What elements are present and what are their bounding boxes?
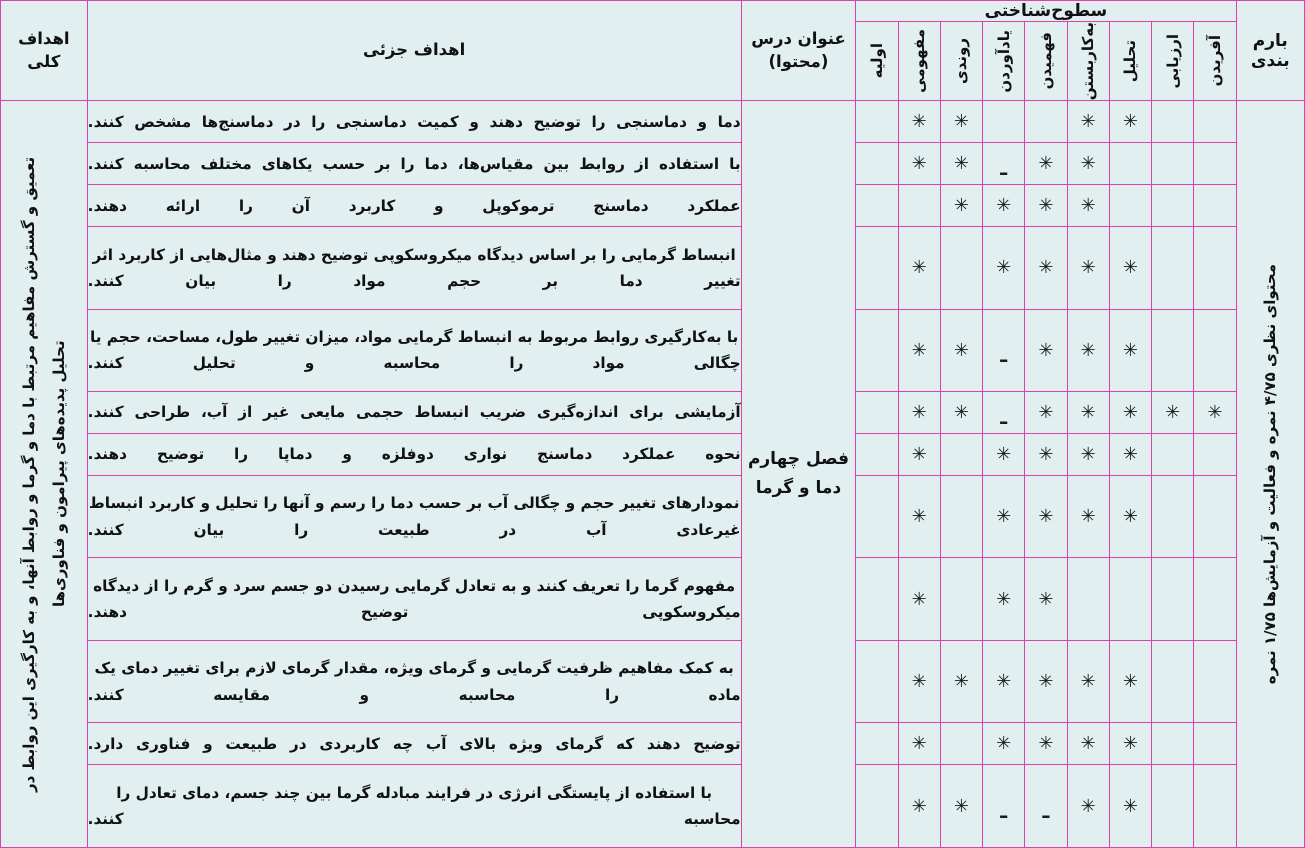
mark-cell-ravandi[interactable] xyxy=(940,227,982,309)
star-marker: ✳ xyxy=(1038,506,1054,528)
header-row-group xyxy=(1,1,1305,22)
header-lesson-title-label: عنوان درس (محتوا) xyxy=(751,29,846,71)
header-cognitive-levels-group xyxy=(856,1,1236,22)
barm-bandi-value: محتوای نظری ۴/۷۵ نمره و فعالیت و آزمایش‌ها ۱/۷۵ نمره xyxy=(1261,263,1280,685)
table-row xyxy=(1,101,1305,143)
mark-cell-fahmidan[interactable] xyxy=(1025,476,1067,558)
star-marker: ✳ xyxy=(911,671,927,693)
star-marker: ✳ xyxy=(953,153,970,175)
table-row xyxy=(1,309,1305,391)
header-level-label: به‌کاربستن xyxy=(1079,22,1098,101)
header-level-rotate-wrap xyxy=(1152,22,1193,100)
mark-cell-avalieh[interactable] xyxy=(856,309,898,391)
mark-cell-avalieh[interactable] xyxy=(856,227,898,309)
mark-cell-tahlil[interactable] xyxy=(1109,640,1151,722)
partial-goal-text: با استفاده از روابط بین مقیاس‌ها، دما را بر حسب یکاهای مختلف محاسبه کنند. xyxy=(87,154,741,173)
mark-cell-tahlil[interactable] xyxy=(1109,143,1151,185)
header-lesson-title xyxy=(741,1,856,101)
star-marker: ✳ xyxy=(1080,795,1096,817)
star-marker: ✳ xyxy=(996,588,1012,610)
mark-cell-mafhoumi[interactable] xyxy=(898,765,940,848)
mark-cell-tahlil[interactable] xyxy=(1109,101,1151,143)
header-level-label: آفریدن xyxy=(1205,35,1224,87)
mark-cell-fahmidan[interactable] xyxy=(1025,723,1067,765)
header-level-rotate-wrap xyxy=(1194,22,1235,100)
header-level-mafhoumi xyxy=(898,22,940,101)
star-marker: ✳ xyxy=(996,444,1012,466)
star-marker: ✳ xyxy=(1038,339,1054,361)
header-general-goals-label: اهداف کلی xyxy=(18,29,70,71)
partial-goal-text: مفهوم گرما را تعریف کنند و به تعادل گرمایی رسیدن دو جسم سرد و گرم را از دیدگاه میکروسکوپی توضیح دهند. xyxy=(87,576,741,622)
dash-marker: ـ xyxy=(1042,798,1050,823)
star-marker: ✳ xyxy=(1122,795,1139,817)
mark-cell-arzyabi[interactable] xyxy=(1152,476,1194,558)
star-marker: ✳ xyxy=(996,506,1012,528)
mark-cell-bekargiri[interactable] xyxy=(1067,101,1109,143)
star-marker: ✳ xyxy=(1038,733,1054,755)
mark-cell-bekargiri[interactable] xyxy=(1067,558,1109,640)
barm-rotate-wrap xyxy=(1237,101,1304,847)
table-row xyxy=(1,558,1305,640)
lesson-title-value: فصل چهارم دما و گرما xyxy=(747,449,850,499)
mark-cell-tahlil[interactable] xyxy=(1109,558,1151,640)
star-marker: ✳ xyxy=(996,257,1012,279)
star-marker: ✳ xyxy=(1038,671,1054,693)
mark-cell-mafhoumi[interactable] xyxy=(898,309,940,391)
mark-cell-mafhoumi[interactable] xyxy=(898,185,940,227)
table-row xyxy=(1,143,1305,185)
star-marker: ✳ xyxy=(953,339,970,361)
mark-cell-arzyabi[interactable] xyxy=(1152,723,1194,765)
mark-cell-afaridan[interactable] xyxy=(1194,101,1236,143)
star-marker: ✳ xyxy=(1038,153,1054,175)
star-marker: ✳ xyxy=(996,671,1012,693)
partial-goal-cell xyxy=(87,558,741,640)
mark-cell-fahmidan[interactable] xyxy=(1025,101,1067,143)
barm-bandi-value-cell xyxy=(1236,101,1304,848)
star-marker: ✳ xyxy=(953,195,970,217)
header-level-label: اولیه xyxy=(867,43,886,79)
lesson-title-cell xyxy=(741,101,856,848)
star-marker: ✳ xyxy=(996,733,1012,755)
partial-goal-cell xyxy=(87,434,741,476)
star-marker: ✳ xyxy=(1122,257,1139,279)
header-level-label: فهمیدن xyxy=(1036,32,1055,90)
table-row xyxy=(1,392,1305,434)
mark-cell-afaridan[interactable] xyxy=(1194,143,1236,185)
mark-cell-bekargiri[interactable] xyxy=(1067,392,1109,434)
general-goal-line-2: پدیده‌های پیرامون و فناوری‌ها xyxy=(49,388,68,608)
mark-cell-avalieh[interactable] xyxy=(856,765,898,848)
header-level-label: یادآوردن xyxy=(994,29,1013,93)
mark-cell-arzyabi[interactable] xyxy=(1152,309,1194,391)
header-level-label: مفهومی xyxy=(910,29,929,94)
star-marker: ✳ xyxy=(1165,402,1181,424)
table-row xyxy=(1,476,1305,558)
mark-cell-yadavardan[interactable] xyxy=(983,143,1025,185)
general-goal-rotate-wrap xyxy=(1,101,87,847)
star-marker: ✳ xyxy=(911,588,927,610)
mark-cell-bekargiri[interactable] xyxy=(1067,765,1109,848)
mark-cell-yadavardan[interactable] xyxy=(983,558,1025,640)
star-marker: ✳ xyxy=(1038,444,1054,466)
mark-cell-bekargiri[interactable] xyxy=(1067,227,1109,309)
header-barm-bandi xyxy=(1236,1,1304,101)
header-general-goals xyxy=(1,1,88,101)
table-row xyxy=(1,723,1305,765)
mark-cell-tahlil[interactable] xyxy=(1109,765,1151,848)
star-marker: ✳ xyxy=(1122,444,1139,466)
partial-goal-cell xyxy=(87,227,741,309)
header-level-rotate-wrap xyxy=(1025,22,1066,100)
star-marker: ✳ xyxy=(1122,402,1139,424)
mark-cell-mafhoumi[interactable] xyxy=(898,143,940,185)
partial-goal-cell xyxy=(87,101,741,143)
mark-cell-fahmidan[interactable] xyxy=(1025,765,1067,848)
mark-cell-yadavardan[interactable] xyxy=(983,392,1025,434)
header-level-afaridan xyxy=(1194,22,1236,101)
mark-cell-mafhoumi[interactable] xyxy=(898,476,940,558)
mark-cell-avalieh[interactable] xyxy=(856,392,898,434)
mark-cell-avalieh[interactable] xyxy=(856,640,898,722)
partial-goal-text: دما و دماسنجی را توضیح دهند و کمیت دماسنجی را در دماسنج‌ها مشخص کنند. xyxy=(87,112,741,131)
mark-cell-avalieh[interactable] xyxy=(856,101,898,143)
mark-cell-arzyabi[interactable] xyxy=(1152,227,1194,309)
star-marker: ✳ xyxy=(1080,671,1096,693)
header-partial-goals-label: اهداف جزئی xyxy=(363,40,466,60)
mark-cell-fahmidan[interactable] xyxy=(1025,309,1067,391)
star-marker: ✳ xyxy=(1080,733,1096,755)
star-marker: ✳ xyxy=(1080,506,1096,528)
star-marker: ✳ xyxy=(1080,153,1096,175)
star-marker: ✳ xyxy=(911,153,927,175)
table-row xyxy=(1,227,1305,309)
mark-cell-yadavardan[interactable] xyxy=(983,765,1025,848)
mark-cell-yadavardan[interactable] xyxy=(983,185,1025,227)
mark-cell-afaridan[interactable] xyxy=(1194,476,1236,558)
mark-cell-ravandi[interactable] xyxy=(940,476,982,558)
mark-cell-fahmidan[interactable] xyxy=(1025,143,1067,185)
mark-cell-bekargiri[interactable] xyxy=(1067,309,1109,391)
mark-cell-afaridan[interactable] xyxy=(1194,723,1236,765)
mark-cell-yadavardan[interactable] xyxy=(983,309,1025,391)
mark-cell-arzyabi[interactable] xyxy=(1152,640,1194,722)
table-row xyxy=(1,434,1305,476)
dash-marker: ـ xyxy=(1000,405,1008,430)
mark-cell-tahlil[interactable] xyxy=(1109,227,1151,309)
mark-cell-avalieh[interactable] xyxy=(856,185,898,227)
mark-cell-avalieh[interactable] xyxy=(856,434,898,476)
mark-cell-avalieh[interactable] xyxy=(856,476,898,558)
mark-cell-arzyabi[interactable] xyxy=(1152,434,1194,476)
mark-cell-afaridan[interactable] xyxy=(1194,309,1236,391)
star-marker: ✳ xyxy=(911,444,927,466)
dash-marker: ـ xyxy=(1000,798,1008,823)
star-marker: ✳ xyxy=(1038,588,1054,610)
dash-marker: ـ xyxy=(1000,156,1008,181)
mark-cell-arzyabi[interactable] xyxy=(1152,765,1194,848)
mark-cell-avalieh[interactable] xyxy=(856,143,898,185)
header-level-rotate-wrap xyxy=(941,22,982,100)
header-level-rotate-wrap xyxy=(856,22,897,100)
star-marker: ✳ xyxy=(1122,111,1139,133)
dash-marker: ـ xyxy=(1000,342,1008,367)
mark-cell-afaridan[interactable] xyxy=(1194,392,1236,434)
mark-cell-fahmidan[interactable] xyxy=(1025,185,1067,227)
mark-cell-afaridan[interactable] xyxy=(1194,558,1236,640)
mark-cell-afaridan[interactable] xyxy=(1194,185,1236,227)
star-marker: ✳ xyxy=(1080,195,1096,217)
mark-cell-afaridan[interactable] xyxy=(1194,765,1236,848)
star-marker: ✳ xyxy=(911,339,927,361)
star-marker: ✳ xyxy=(911,795,927,817)
header-level-arzyabi xyxy=(1152,22,1194,101)
table-body xyxy=(1,101,1305,848)
star-marker: ✳ xyxy=(911,402,927,424)
general-goal-cell xyxy=(1,101,88,848)
mark-cell-ravandi[interactable] xyxy=(940,558,982,640)
mark-cell-bekargiri[interactable] xyxy=(1067,185,1109,227)
mark-cell-arzyabi[interactable] xyxy=(1152,392,1194,434)
star-marker: ✳ xyxy=(1038,195,1054,217)
mark-cell-tahlil[interactable] xyxy=(1109,185,1151,227)
header-barm-bandi-label: بارم بندی xyxy=(1250,30,1290,71)
mark-cell-bekargiri[interactable] xyxy=(1067,723,1109,765)
mark-cell-afaridan[interactable] xyxy=(1194,640,1236,722)
star-marker: ✳ xyxy=(911,506,927,528)
partial-goal-cell xyxy=(87,143,741,185)
header-level-avalieh xyxy=(856,22,898,101)
mark-cell-fahmidan[interactable] xyxy=(1025,434,1067,476)
mark-cell-fahmidan[interactable] xyxy=(1025,640,1067,722)
table-row xyxy=(1,185,1305,227)
mark-cell-ravandi[interactable] xyxy=(940,723,982,765)
header-level-tahlil xyxy=(1109,22,1151,101)
mark-cell-fahmidan[interactable] xyxy=(1025,392,1067,434)
header-level-yadavardan xyxy=(983,22,1025,101)
mark-cell-tahlil[interactable] xyxy=(1109,434,1151,476)
mark-cell-tahlil[interactable] xyxy=(1109,309,1151,391)
star-marker: ✳ xyxy=(1122,339,1139,361)
mark-cell-ravandi[interactable] xyxy=(940,143,982,185)
star-marker: ✳ xyxy=(953,795,970,817)
mark-cell-avalieh[interactable] xyxy=(856,558,898,640)
partial-goal-cell xyxy=(87,392,741,434)
header-level-rotate-wrap xyxy=(1110,22,1151,100)
mark-cell-ravandi[interactable] xyxy=(940,309,982,391)
star-marker: ✳ xyxy=(1080,339,1096,361)
mark-cell-arzyabi[interactable] xyxy=(1152,558,1194,640)
mark-cell-mafhoumi[interactable] xyxy=(898,723,940,765)
mark-cell-ravandi[interactable] xyxy=(940,185,982,227)
star-marker: ✳ xyxy=(911,111,927,133)
header-level-label: روندی xyxy=(952,38,971,85)
partial-goal-text: نمودارهای تغییر حجم و چگالی آب بر حسب دما را رسم و آنها را تحلیل و کاربرد انبساط غیرعادی آب در طبیعت را بیان کنند. xyxy=(87,494,741,539)
star-marker: ✳ xyxy=(1038,402,1054,424)
star-marker: ✳ xyxy=(953,671,970,693)
mark-cell-arzyabi[interactable] xyxy=(1152,185,1194,227)
mark-cell-tahlil[interactable] xyxy=(1109,476,1151,558)
mark-cell-yadavardan[interactable] xyxy=(983,227,1025,309)
partial-goal-cell xyxy=(87,185,741,227)
table-row xyxy=(1,640,1305,722)
star-marker: ✳ xyxy=(1038,257,1054,279)
mark-cell-yadavardan[interactable] xyxy=(983,476,1025,558)
star-marker: ✳ xyxy=(1122,506,1139,528)
mark-cell-mafhoumi[interactable] xyxy=(898,558,940,640)
mark-cell-yadavardan[interactable] xyxy=(983,640,1025,722)
table-header xyxy=(1,1,1305,101)
header-cognitive-levels-label: سطوح‌شناختی xyxy=(984,1,1108,21)
header-level-label: تحلیل xyxy=(1121,40,1140,83)
mark-cell-avalieh[interactable] xyxy=(856,723,898,765)
general-goal-line-1: تعمیق و گسترش مفاهیم مرتبط با دما و گرما و روابط آنها، و به کارگیری این روابط در تحلیل xyxy=(19,156,68,792)
star-marker: ✳ xyxy=(953,111,970,133)
mark-cell-arzyabi[interactable] xyxy=(1152,101,1194,143)
mark-cell-ravandi[interactable] xyxy=(940,101,982,143)
mark-cell-mafhoumi[interactable] xyxy=(898,227,940,309)
partial-goal-text: نحوه عملکرد دماسنج نواری دوفلزه و دماپا را توضیح دهند. xyxy=(87,445,741,464)
table-row xyxy=(1,765,1305,848)
mark-cell-afaridan[interactable] xyxy=(1194,434,1236,476)
partial-goal-cell xyxy=(87,309,741,391)
mark-cell-tahlil[interactable] xyxy=(1109,392,1151,434)
star-marker: ✳ xyxy=(996,195,1012,217)
partial-goal-cell xyxy=(87,723,741,765)
mark-cell-mafhoumi[interactable] xyxy=(898,392,940,434)
mark-cell-bekargiri[interactable] xyxy=(1067,434,1109,476)
mark-cell-fahmidan[interactable] xyxy=(1025,227,1067,309)
star-marker: ✳ xyxy=(1080,111,1096,133)
partial-goal-text: با به‌کارگیری روابط مربوط به انبساط گرمایی مواد، میزان تغییر طول، مساحت، حجم یا چگالی مواد را محاسبه و تحلیل کنند. xyxy=(87,328,741,373)
header-level-rotate-wrap xyxy=(1068,22,1109,100)
mark-cell-ravandi[interactable] xyxy=(940,392,982,434)
mark-cell-mafhoumi[interactable] xyxy=(898,434,940,476)
mark-cell-yadavardan[interactable] xyxy=(983,723,1025,765)
partial-goal-text: آزمایشی برای اندازه‌گیری ضریب انبساط حجمی مایعی غیر از آب، طراحی کنند. xyxy=(87,403,741,422)
partial-goal-text: عملکرد دماسنج ترموکوپل و کاربرد آن را ارائه دهند. xyxy=(87,196,741,215)
mark-cell-mafhoumi[interactable] xyxy=(898,640,940,722)
star-marker: ✳ xyxy=(911,257,927,279)
mark-cell-yadavardan[interactable] xyxy=(983,101,1025,143)
partial-goal-text: با استفاده از پایستگی انرژی در فرایند مبادله گرما بین چند جسم، دمای تعادل را محاسبه کنند. xyxy=(87,783,741,829)
header-level-bekargiri xyxy=(1067,22,1109,101)
partial-goal-cell xyxy=(87,640,741,722)
mark-cell-bekargiri[interactable] xyxy=(1067,640,1109,722)
star-marker: ✳ xyxy=(1080,257,1096,279)
mark-cell-bekargiri[interactable] xyxy=(1067,476,1109,558)
mark-cell-ravandi[interactable] xyxy=(940,640,982,722)
partial-goal-text: توضیح دهند که گرمای ویژه بالای آب چه کاربردی در طبیعت و فناوری دارد. xyxy=(87,734,741,753)
header-level-rotate-wrap xyxy=(899,22,940,100)
partial-goal-text: به کمک مفاهیم ظرفیت گرمایی و گرمای ویژه، مقدار گرمای لازم برای تغییر دمای یک ماده را محاسبه و مقایسه کنند. xyxy=(87,659,741,704)
mark-cell-tahlil[interactable] xyxy=(1109,723,1151,765)
mark-cell-ravandi[interactable] xyxy=(940,434,982,476)
header-level-rotate-wrap xyxy=(983,22,1024,100)
mark-cell-yadavardan[interactable] xyxy=(983,434,1025,476)
star-marker: ✳ xyxy=(1080,444,1096,466)
star-marker: ✳ xyxy=(1122,671,1139,693)
mark-cell-fahmidan[interactable] xyxy=(1025,558,1067,640)
mark-cell-mafhoumi[interactable] xyxy=(898,101,940,143)
general-goal-text xyxy=(14,144,74,804)
header-partial-goals xyxy=(87,1,741,101)
mark-cell-afaridan[interactable] xyxy=(1194,227,1236,309)
star-marker: ✳ xyxy=(1080,402,1096,424)
partial-goal-cell xyxy=(87,765,741,848)
partial-goal-cell xyxy=(87,476,741,558)
star-marker: ✳ xyxy=(1122,733,1139,755)
star-marker: ✳ xyxy=(1207,402,1223,424)
mark-cell-arzyabi[interactable] xyxy=(1152,143,1194,185)
mark-cell-ravandi[interactable] xyxy=(940,765,982,848)
header-level-label: ارزیابی xyxy=(1163,33,1182,89)
partial-goal-text: انبساط گرمایی را بر اساس دیدگاه میکروسکوپی توضیح دهند و مثال‌هایی از کاربرد اثر تغییر دما بر حجم مواد را بیان کنند. xyxy=(87,245,741,290)
mark-cell-bekargiri[interactable] xyxy=(1067,143,1109,185)
header-level-fahmidan xyxy=(1025,22,1067,101)
header-level-ravandi xyxy=(940,22,982,101)
star-marker: ✳ xyxy=(953,402,970,424)
star-marker: ✳ xyxy=(911,733,927,755)
